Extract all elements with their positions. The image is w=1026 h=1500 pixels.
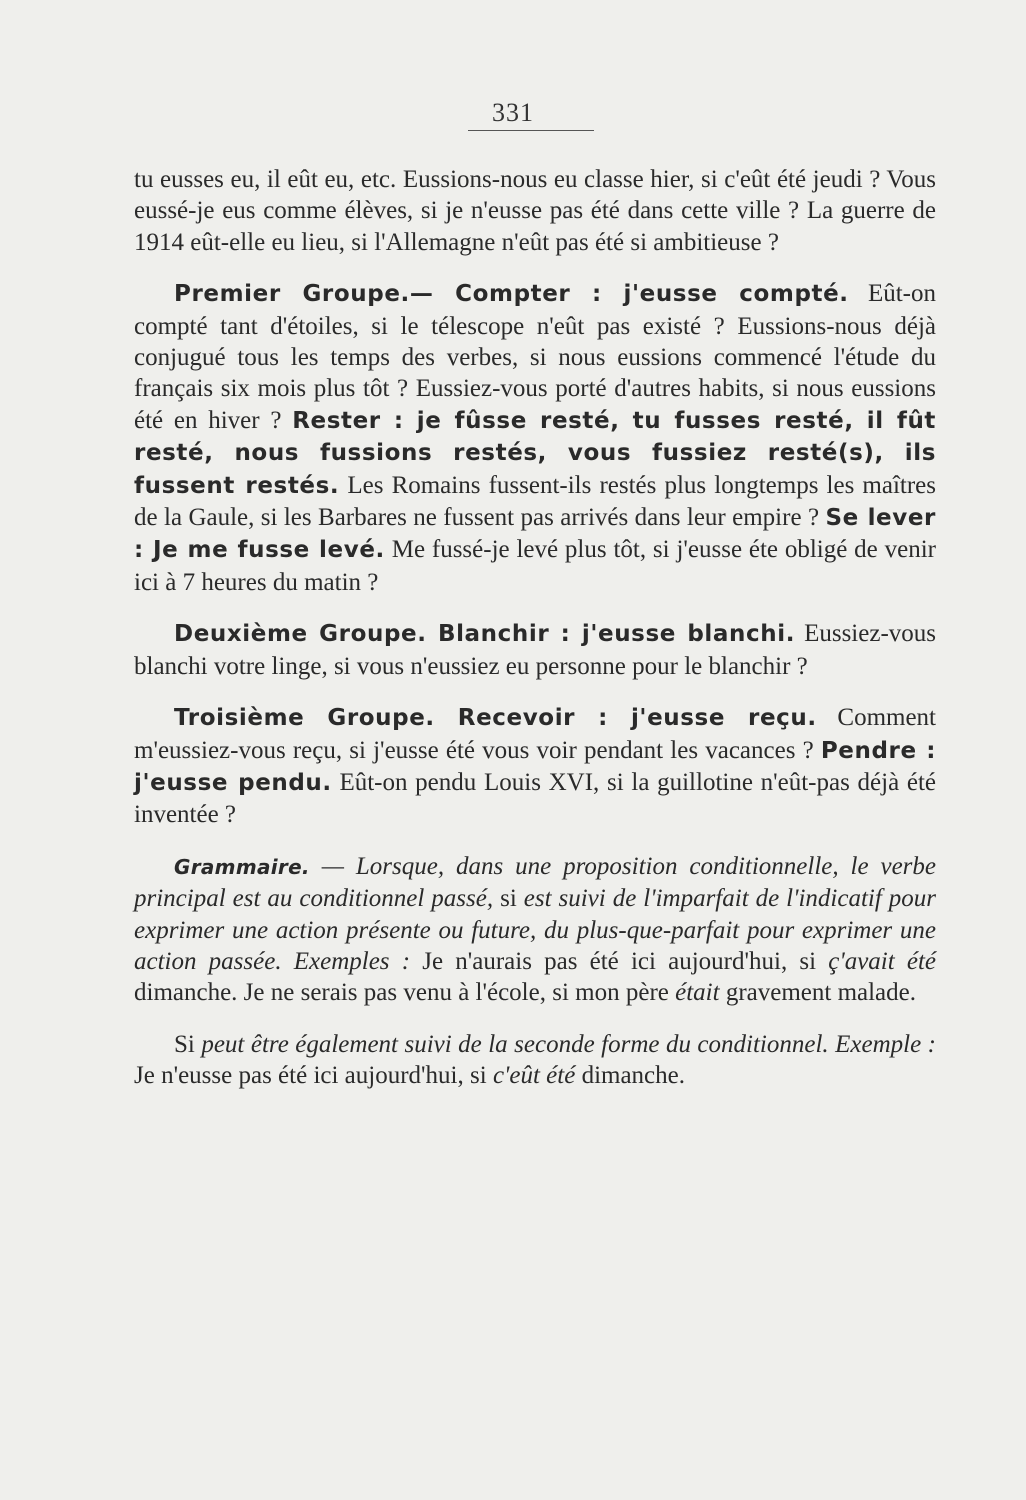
text-run: Comment m'eussiez-vous reçu, si j'eusse été vous voir pendant les vacances ? — [134, 704, 937, 764]
page-number: 331 — [492, 98, 534, 127]
text-run: dimanche. Je ne serais pas venu à l'école, si mon père — [134, 979, 676, 1007]
paragraph-premier-groupe — [134, 278, 936, 598]
text-run: tu eusses eu, il eût eu, etc. Eussions-nous eu classe hier, si c'eût été jeudi ? Vous eussé-je eus comme élèves, si je n'eusse pas été dans cette ville ? La guerre de 1914 eût-elle eu lieu, si l'Allemagne n'eût pas été si ambitieuse ? — [134, 166, 936, 256]
conjugation-se-lever: Se lever : Je me fusse levé. — [134, 505, 936, 564]
text-run: gravement malade. — [719, 979, 916, 1007]
heading-troisieme-groupe: Troisième Groupe. Recevoir : j'eusse reçu. — [174, 705, 817, 732]
text-run: Les Romains fussent-ils restés plus longtemps les maîtres de la Gaule, si les Barbares ne fussent pas arrivés dans leur empire ? — [134, 471, 936, 532]
heading-deuxieme-groupe: Deuxième Groupe. Blanchir : j'eusse blanchi. — [174, 621, 796, 648]
italic-run: peut être également suivi de la seconde forme du conditionnel. Exemple : — [201, 1030, 936, 1058]
italic-run: ç'avait été — [828, 947, 937, 975]
text-run: Eussiez-vous blanchi votre linge, si vous n'eussiez eu personne pour le blanchir ? — [134, 620, 936, 680]
body-text — [134, 164, 936, 1092]
text-run: Me fussé-je levé plus tôt, si j'eusse éte obligé de venir ici à 7 heures du matin ? — [134, 536, 936, 596]
italic-run: — Lorsque, dans une proposition conditionnelle, le verbe principal est au conditionnel passé, — [134, 852, 936, 913]
conjugation-pendre: Pendre : j'eusse pendu. — [134, 737, 936, 796]
text-run: Je n'aurais pas été ici aujourd'hui, si — [410, 947, 829, 975]
text-run: Je n'eusse pas été ici aujourd'hui, si — [134, 1062, 493, 1090]
italic-run: c'eût été — [492, 1062, 576, 1090]
conjugation-rester: Rester : je fûsse resté, tu fusses resté, il fût resté, nous fussions restés, vous fussiez resté(s), ils fussent restés. — [134, 407, 937, 499]
heading-grammaire: Grammaire. — [174, 854, 310, 879]
paragraph-si-seconde-forme — [134, 1029, 936, 1092]
page-number-rule — [468, 130, 594, 131]
text-run: Eût-on pendu Louis XVI, si la guillotine n'eût-pas déjà été inventée ? — [134, 768, 936, 829]
paragraph-grammaire — [134, 851, 936, 1009]
text-run: Si — [174, 1030, 202, 1058]
text-run: dimanche. — [575, 1062, 685, 1090]
paragraph-troisieme-groupe — [134, 702, 936, 831]
paragraph-deuxieme-groupe — [134, 618, 936, 682]
italic-run: est suivi de l'imparfait de l'indicatif pour exprimer une action présente ou future, du plus-que-parfait pour exprimer une action passée. Exemples : — [134, 885, 937, 975]
heading-premier-groupe: Premier Groupe.— Compter : j'eusse compté. — [174, 281, 849, 308]
text-run: si — [493, 885, 524, 913]
text-run: Eût-on compté tant d'étoiles, si le télescope n'eût pas existé ? Eussions-nous déjà conjugué tous les temps des verbes, si nous eussions commencé l'étude du français six mois plus tôt ? Eussiez-vous porté d'autres habits, si nous eussions été en hiver ? — [134, 280, 937, 434]
italic-run: était — [675, 979, 720, 1007]
paragraph-1 — [134, 164, 936, 258]
